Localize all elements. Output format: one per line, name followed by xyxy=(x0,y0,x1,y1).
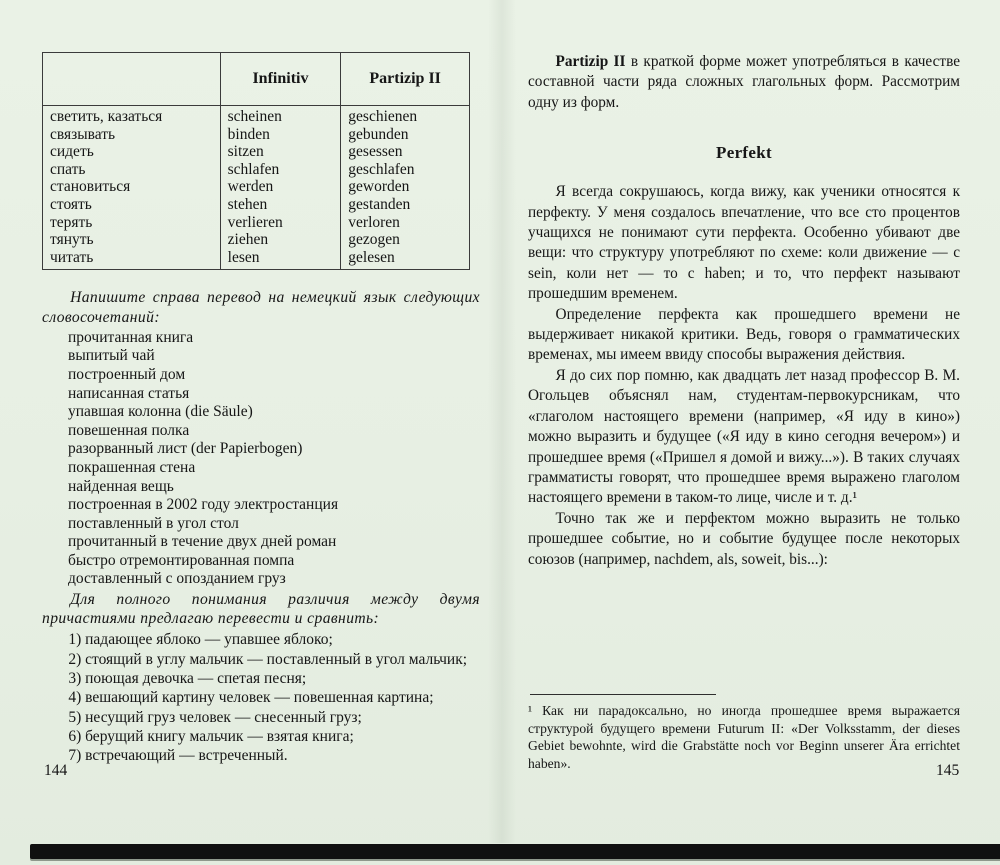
table-row xyxy=(43,231,470,249)
comparison-item: 5) несущий груз человек — снесенный груз; xyxy=(68,708,362,726)
table-row xyxy=(43,196,470,214)
table-row xyxy=(43,126,470,144)
russian-verb-cell: терять xyxy=(50,213,93,231)
phrase-item: разорванный лист (der Papierbogen) xyxy=(68,440,303,458)
comparison-item: 3) поющая девочка — спетая песня; xyxy=(68,670,307,688)
phrase-item: прочитанный в течение двух дней роман xyxy=(68,533,337,551)
phrase-item: доставленный с опозданием груз xyxy=(68,570,286,588)
partizip-cell: verloren xyxy=(341,214,470,232)
paragraph: Определение перфекта как прошедшего времени не выдерживает никакой критики. Ведь, говоря о грамматических временах, мы имеем ввиду способы выражения действия. xyxy=(528,305,960,364)
table-row xyxy=(43,106,470,126)
footnote-rule xyxy=(530,694,716,695)
table-row xyxy=(43,161,470,179)
comparison-list xyxy=(42,630,480,765)
infinitiv-cell: binden xyxy=(220,126,341,144)
phrase-item: выпитый чай xyxy=(68,347,155,365)
phrase-item: поставленный в угол стол xyxy=(68,514,239,532)
paragraph: Точно так же и перфектом можно выразить не только прошедшее событие, но и событие будущее после некоторых союзов (например, nachdem, als, soweit, bis...): xyxy=(528,509,960,568)
header-partizip-ii: Partizip II xyxy=(341,53,470,106)
russian-verb-cell: сидеть xyxy=(50,143,94,161)
intro-rest: в краткой форме может употребляться в качестве составной части ряда сложных глагольных форм. Рассмотрим одну из форм. xyxy=(528,53,961,111)
partizip-cell: gebunden xyxy=(341,126,470,144)
infinitiv-cell: scheinen xyxy=(220,106,341,126)
page-number-left: 144 xyxy=(44,762,68,779)
partizip-cell: geschienen xyxy=(341,106,470,126)
exercise-instruction-1: Напишите справа перевод на немецкий язык следующих словосочетаний: xyxy=(42,289,480,326)
phrase-list xyxy=(68,329,480,589)
comparison-item: 1) падающее яблоко — упавшее яблоко; xyxy=(68,631,333,649)
infinitiv-cell: stehen xyxy=(220,196,341,214)
table-row xyxy=(43,249,470,270)
exercise-instruction-2: Для полного понимания различия между двумя причастиями предлагаю перевести и сравнить: xyxy=(42,591,480,628)
intro-paragraph xyxy=(528,52,960,113)
infinitiv-cell: lesen xyxy=(220,249,341,270)
footnote-text: ¹ Как ни парадоксально, но иногда прошедшее время выражается структурой будущего времени Futurum II: «Der Volksstamm, der dieses Gebiet bewohnte, wird die Grabstätte noch vor Beginn unserer Ära errichtet haben». xyxy=(528,703,960,771)
verb-table-body xyxy=(43,106,470,270)
body-paragraphs xyxy=(528,182,960,570)
phrase-item: быстро отремонтированная помпа xyxy=(68,551,295,569)
header-infinitiv: Infinitiv xyxy=(220,53,341,106)
section-heading-perfekt: Perfekt xyxy=(716,143,772,163)
footnote-block xyxy=(528,694,960,772)
paragraph: Я всегда сокрушаюсь, когда вижу, как ученики относятся к перфекту. У меня создалось впечатление, что все сто процентов учащихся не понимают сути перфекта. Особенно убивают две вещи: что структуру употребляют по схеме: коли движение — с sein, коли нет — то с haben; и то, что перфект называют прошедшим временем. xyxy=(528,183,960,303)
russian-verb-cell: тянуть xyxy=(50,231,94,249)
infinitiv-cell: ziehen xyxy=(220,231,341,249)
infinitiv-cell: verlieren xyxy=(220,214,341,232)
paragraph: Я до сих пор помню, как двадцать лет назад профессор В. М. Огольцев объяснял нам, студентам-первокурсникам, что «глаголом настоящего времени (например, «Я иду в кино») можно выразить и будущее («Я иду в кино сегодня вечером») и прошедшее время («Пришел я домой и вижу...»). В таких случаях грамматисты говорят, что прошедшее время выражено глаголом настоящего времени в таком-то лице, числе и т. д.¹ xyxy=(528,366,960,507)
infinitiv-cell: werden xyxy=(220,178,341,196)
partizip-cell: gezogen xyxy=(341,231,470,249)
phrase-item: повешенная полка xyxy=(68,421,190,439)
partizip-cell: geworden xyxy=(341,178,470,196)
phrase-item: построенная в 2002 году электростанция xyxy=(68,496,339,514)
infinitiv-cell: sitzen xyxy=(220,143,341,161)
comparison-item: 7) встречающий — встреченный. xyxy=(68,747,288,765)
left-page xyxy=(42,50,480,766)
russian-verb-cell: спать xyxy=(50,160,86,178)
phrase-item: покрашенная стена xyxy=(68,458,196,476)
header-empty-cell xyxy=(43,53,221,106)
russian-verb-cell: светить, казаться xyxy=(50,108,163,125)
intro-bold-term: Partizip II xyxy=(555,53,626,70)
table-row xyxy=(43,214,470,232)
infinitiv-cell: schlafen xyxy=(220,161,341,179)
partizip-cell: geschlafen xyxy=(341,161,470,179)
partizip-cell: gelesen xyxy=(341,249,470,270)
verb-table-header-row xyxy=(43,53,470,106)
comparison-item: 2) стоящий в углу мальчик — поставленный в угол мальчик; xyxy=(68,650,468,668)
partizip-cell: gesessen xyxy=(341,143,470,161)
phrase-item: написанная статья xyxy=(68,384,190,402)
scanner-edge-bar xyxy=(30,844,1000,859)
russian-verb-cell: читать xyxy=(50,248,94,266)
page-number-right: 145 xyxy=(936,762,960,779)
phrase-item: упавшая колонна (die Säule) xyxy=(68,403,253,421)
partizip-cell: gestanden xyxy=(341,196,470,214)
table-row xyxy=(43,143,470,161)
russian-verb-cell: связывать xyxy=(50,125,116,143)
phrase-item: прочитанная книга xyxy=(68,328,194,346)
russian-verb-cell: стоять xyxy=(50,195,92,213)
verb-table xyxy=(42,52,470,270)
russian-verb-cell: становиться xyxy=(50,178,131,196)
phrase-item: построенный дом xyxy=(68,365,186,383)
table-row xyxy=(43,178,470,196)
comparison-item: 4) вешающий картину человек — повешенная картина; xyxy=(68,689,434,707)
page-fold-shadow xyxy=(488,0,516,843)
phrase-item: найденная вещь xyxy=(68,477,174,495)
comparison-item: 6) берущий книгу мальчик — взятая книга; xyxy=(68,727,354,745)
